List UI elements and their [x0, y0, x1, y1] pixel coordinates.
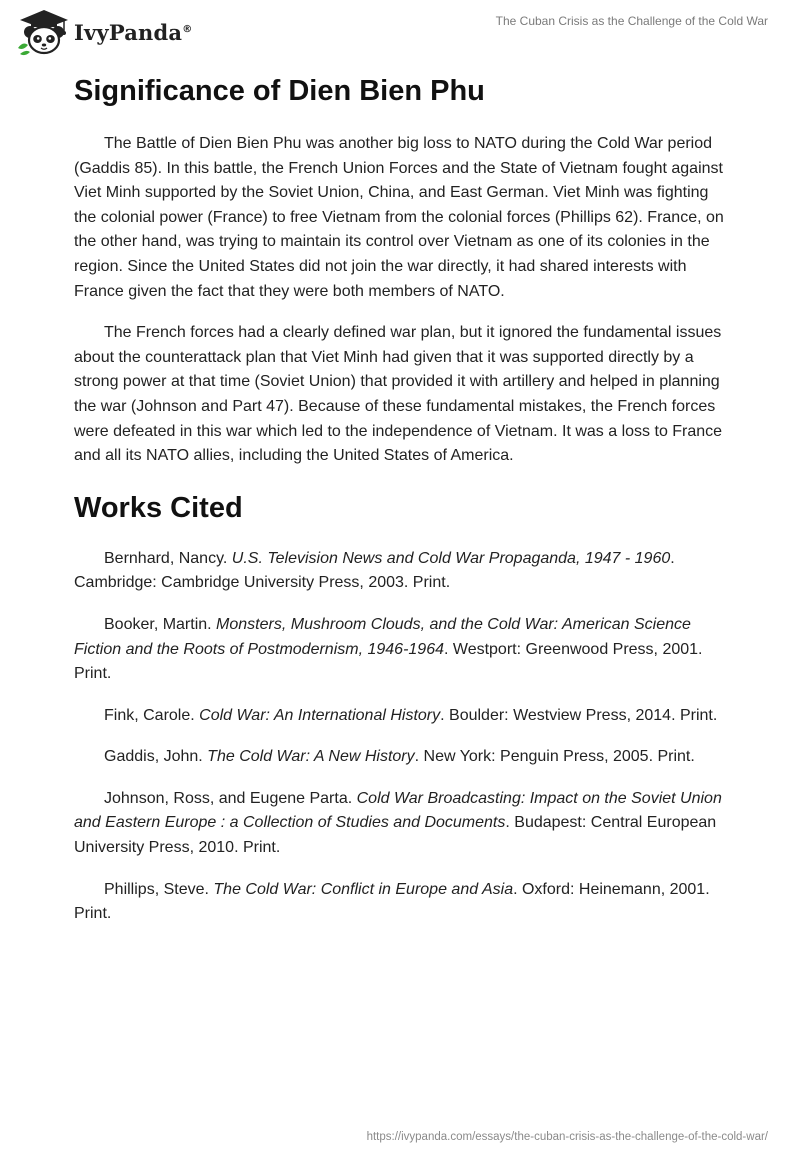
citation-entry: Johnson, Ross, and Eugene Parta. Cold War Broadcasting: Impact on the Soviet Union and Eastern Europe : a Collection of Studies and Documents. Budapest: Central European University Press, 2010. Print. — [74, 789, 722, 857]
citation-entry: Bernhard, Nancy. U.S. Television News and Cold War Propaganda, 1947 - 1960. Cambridge: Cambridge University Press, 2003. Print. — [74, 549, 675, 592]
citation-title: The Cold War: Conflict in Europe and Asia — [213, 880, 514, 898]
page-header — [0, 0, 800, 60]
body-paragraph: The French forces had a clearly defined war plan, but it ignored the fundamental issues about the counterattack plan that Viet Minh had given that it was supported directly by a strong power at that time (Soviet Union) that provided it with artillery and helped in planning the war (Johnson and Part 47). Because of these fundamental mistakes, the French forces were defeated in this war which led to the independence of Vietnam. It was a loss to France and all its NATO allies, including the United States of America. — [74, 324, 723, 465]
citation-title: U.S. Television News and Cold War Propaganda, 1947 - 1960 — [231, 549, 671, 567]
section-heading-dien-bien-phu: Significance of Dien Bien Phu — [74, 75, 485, 107]
brand-name: IvyPanda® — [74, 19, 193, 45]
running-title: The Cuban Crisis as the Challenge of the Cold War — [495, 14, 768, 28]
registered-mark: ® — [182, 23, 193, 35]
citation-entry: Booker, Martin. Monsters, Mushroom Clouds, and the Cold War: American Science Fiction and the Roots of Postmodernism, 1946-1964. Westport: Greenwood Press, 2001. Print. — [74, 615, 703, 683]
works-cited-list — [74, 547, 730, 927]
body-paragraph: The Battle of Dien Bien Phu was another big loss to NATO during the Cold War period (Gaddis 85). In this battle, the French Union Forces and the State of Vietnam fought against Viet Minh supported by the Soviet Union, China, and East German. Viet Minh was fighting the colonial power (France) to free Vietnam from the colonial forces (Phillips 62). France, on the other hand, was trying to maintain its control over Vietnam as one of its colonies in the region. Since the United States did not join the war directly, it had shared interests with France given the fact that they were both members of NATO. — [74, 135, 724, 300]
panda-graduate-icon — [14, 8, 72, 56]
citation-title: Cold War Broadcasting: Impact on the Soviet Union and Eastern Europe : a Collection of Studies and Documents — [74, 789, 722, 832]
citation-entry: Gaddis, John. The Cold War: A New History. New York: Penguin Press, 2005. Print. — [104, 748, 695, 766]
citation-entry: Phillips, Steve. The Cold War: Conflict in Europe and Asia. Oxford: Heinemann, 2001. Print. — [74, 880, 710, 923]
citation-title: The Cold War: A New History — [207, 748, 415, 766]
source-url-link[interactable]: https://ivypanda.com/essays/the-cuban-crisis-as-the-challenge-of-the-cold-war/ — [366, 1131, 768, 1143]
document-body — [74, 70, 730, 944]
citation-title: Cold War: An International History — [199, 706, 441, 724]
ivypanda-logo[interactable] — [14, 8, 192, 56]
citation-entry: Fink, Carole. Cold War: An International History. Boulder: Westview Press, 2014. Print. — [104, 706, 718, 724]
section-heading-works-cited: Works Cited — [74, 491, 243, 524]
citation-title: Monsters, Mushroom Clouds, and the Cold War: American Science Fiction and the Roots of Postmodernism, 1946-1964 — [74, 615, 691, 658]
